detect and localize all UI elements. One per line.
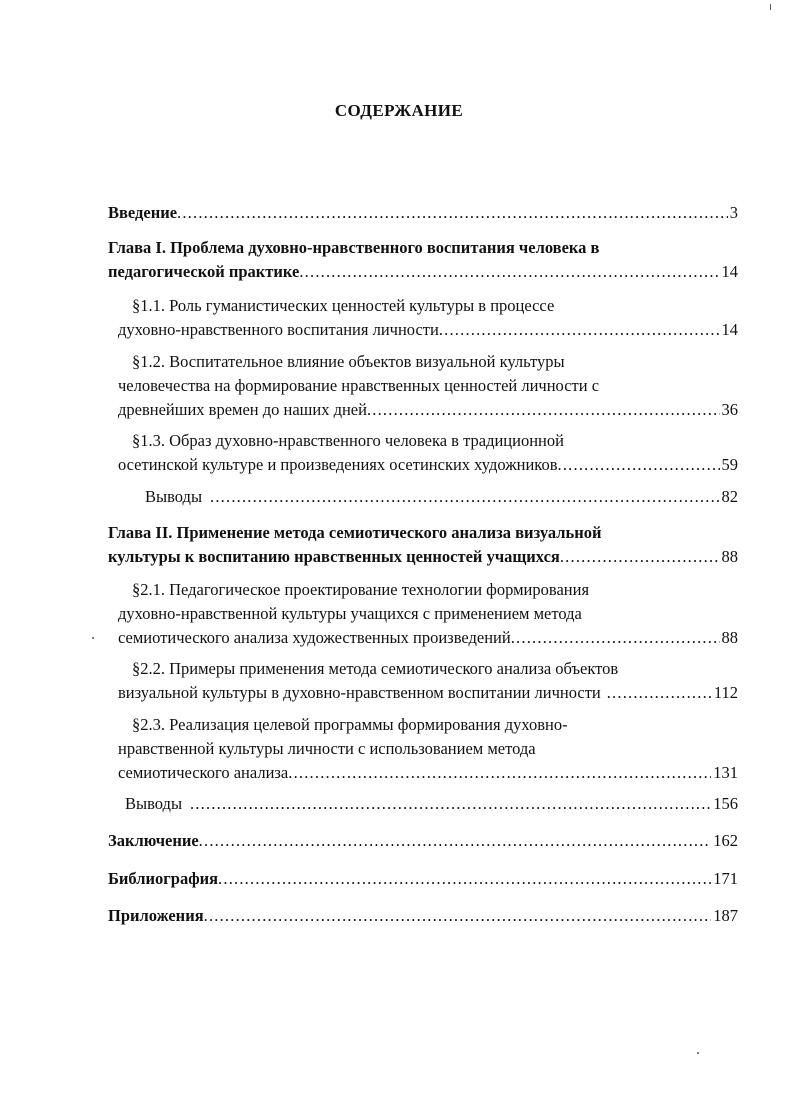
toc-entry-appendices [108,904,738,928]
toc-entry-text: визуальной культуры в духовно-нравственном воспитании личности [118,683,601,702]
toc-entry-line: §2.2. Примеры применения метода семиотического анализа объектов [132,659,619,678]
toc-page-number: 156 [713,794,738,813]
toc-leader-dots [199,829,712,853]
toc-entry-text: Заключение [108,831,199,850]
toc-leader-dots [439,318,720,342]
toc-entry-conclusions-1 [145,485,738,509]
toc-entry-text: семиотического анализа [118,763,289,782]
toc-entry-text: Библиография [108,869,219,888]
toc-entry-chapter-2 [108,521,738,569]
toc-page-number: 59 [721,455,738,474]
toc-entry-text: Приложения [108,906,204,925]
toc-leader-dots [511,626,720,650]
toc-leader-dots [607,681,712,705]
toc-entry-text: Выводы [145,487,203,506]
toc-entry-introduction [108,201,738,225]
scan-speck [92,637,94,639]
toc-leader-dots [367,398,720,422]
toc-leader-dots [558,453,720,477]
toc-entry-line: Глава I. Проблема духовно-нравственного воспитания человека в [108,238,600,257]
toc-entry-line: §1.2. Воспитательное влияние объектов визуальной культуры [132,352,565,371]
toc-leader-dots [204,904,712,928]
toc-entry-conclusion [108,829,738,853]
toc-entry-line: Глава II. Применение метода семиотического анализа визуальной [108,523,602,542]
toc-entry-line: духовно-нравственной культуры учащихся с применением метода [118,604,582,623]
toc-entry-chapter-1 [108,236,738,284]
toc-entry-line: нравственной культуры личности с использованием метода [118,739,536,758]
toc-leader-dots [560,545,720,569]
page-title: СОДЕРЖАНИЕ [334,101,464,120]
scan-speck [770,4,771,10]
toc-leader-dots [288,761,711,785]
toc-page-number: 112 [713,683,738,702]
toc-entry-line: §2.3. Реализация целевой программы формирования духовно- [132,715,568,734]
scan-speck [697,1052,699,1054]
toc-leader-dots [190,792,711,816]
toc-entry-section-1-3 [118,429,738,477]
toc-entry-text: Выводы [125,794,183,813]
toc-entry-section-1-2 [118,350,738,422]
toc-entry-line: §1.3. Образ духовно-нравственного человека в традиционной [132,431,564,450]
toc-entry-section-2-2 [118,657,738,705]
toc-page-number: 14 [721,262,738,281]
toc-entry-section-1-1 [118,294,738,342]
toc-entry-line: §1.1. Роль гуманистических ценностей культуры в процессе [132,296,555,315]
toc-page-number: 88 [721,547,738,566]
toc-leader-dots [210,485,719,509]
toc-entry-line: §2.1. Педагогическое проектирование технологии формирования [132,580,590,599]
toc-entry-text: духовно-нравственного воспитания личности [118,320,439,339]
toc-entry-text: древнейших времен до наших дней [118,400,367,419]
toc-entry-text: педагогической практике [108,262,300,281]
toc-entry-line: человечества на формирование нравственных ценностей личности с [118,376,600,395]
toc-page-number: 36 [721,400,738,419]
toc-entry-conclusions-2 [125,792,738,816]
toc-entry-bibliography [108,867,738,891]
toc-leader-dots [177,201,728,225]
toc-entry-text: осетинской культуре и произведениях осетинских художников [118,455,558,474]
toc-entry-text: культуры к воспитанию нравственных ценностей учащихся [108,547,560,566]
toc-page-number: 88 [721,628,738,647]
toc-page-number: 187 [713,906,738,925]
toc-entry-text: семиотического анализа художественных произведений [118,628,511,647]
toc-page-number: 14 [721,320,738,339]
toc-entry-text: Введение [108,203,178,222]
toc-entry-section-2-1 [118,578,738,650]
toc-leader-dots [218,867,711,891]
toc-page-number: 171 [713,869,738,888]
toc-page-number: 162 [713,831,738,850]
toc-entry-section-2-3 [118,713,738,785]
toc-page-number: 131 [713,763,738,782]
toc-page-number: 3 [729,203,738,222]
toc-page-number: 82 [721,487,738,506]
toc-leader-dots [299,260,719,284]
